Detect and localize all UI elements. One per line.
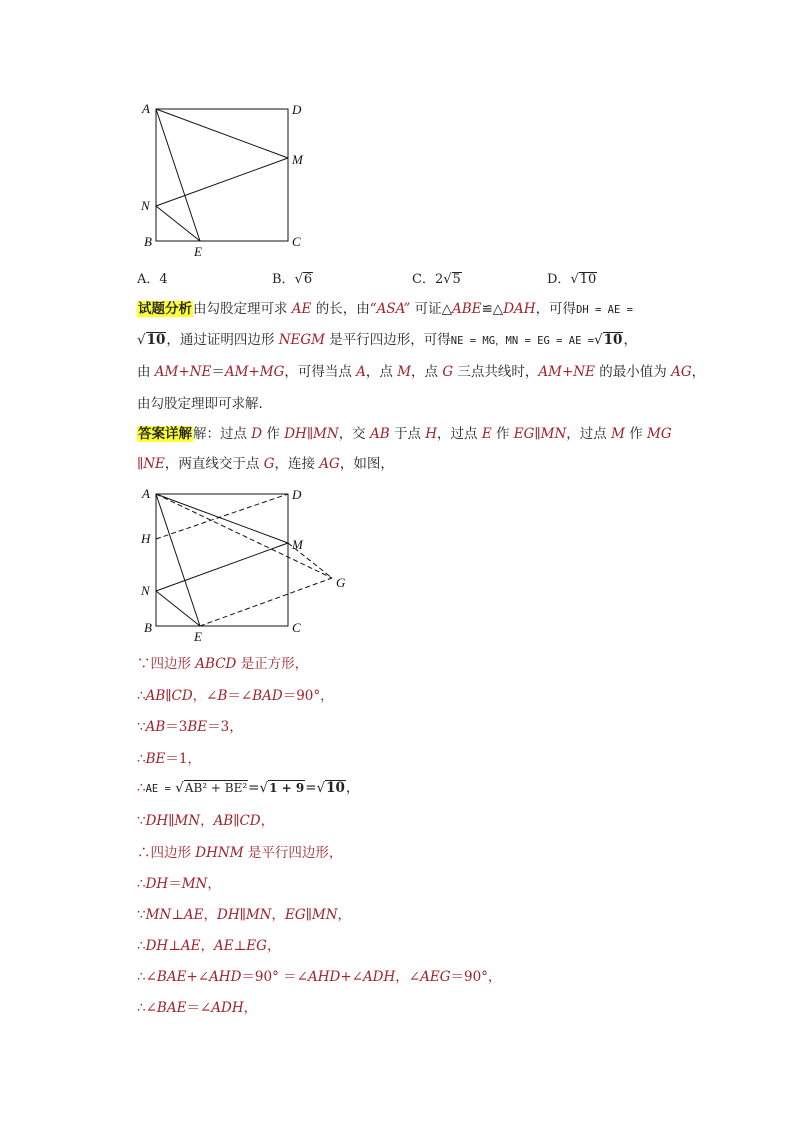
text: ， — [200, 813, 214, 829]
text: ＝3 — [165, 719, 188, 735]
text: ，点 — [411, 364, 443, 380]
sqrt-sign: √ — [294, 272, 303, 287]
text: ≌△ — [481, 301, 504, 317]
step-4 — [137, 749, 201, 769]
label-d: D — [292, 487, 302, 502]
step-1 — [137, 654, 308, 674]
text: ∴∠ — [137, 1000, 157, 1016]
text: AM+MG — [224, 364, 285, 380]
text: AM+NE — [538, 364, 595, 380]
text: DH⊥AE — [145, 938, 201, 954]
text: ，∠ — [395, 969, 421, 985]
label-n: N — [141, 198, 150, 213]
figure-2 — [130, 481, 360, 645]
text: ，可得 — [535, 301, 577, 317]
text: ∴四边形 — [137, 845, 196, 861]
text: ABCD — [195, 656, 237, 672]
text: ＝∠ — [227, 688, 253, 704]
segment-ag — [156, 494, 332, 578]
segment-am — [156, 109, 288, 158]
text: 于点 — [389, 426, 426, 442]
text: ∴ — [137, 688, 146, 704]
segment-ne — [156, 591, 200, 626]
segment-ae — [156, 109, 200, 241]
text: E — [481, 426, 492, 442]
text: AG — [671, 364, 692, 380]
text: ， — [243, 1000, 258, 1016]
text: ∵ — [137, 907, 146, 923]
text: AB∥CD — [213, 813, 261, 829]
text: ， — [260, 813, 275, 829]
text: ADH — [362, 969, 396, 985]
analysis-tag: 试题分析 — [138, 301, 192, 317]
step-3 — [137, 717, 243, 737]
text: ∵ — [137, 813, 146, 829]
text: MN — [181, 876, 208, 892]
step-5 — [137, 778, 359, 799]
text: “ASA” — [369, 301, 411, 317]
step-7 — [137, 843, 342, 863]
sqrt-sign: √ — [137, 332, 146, 348]
radicand: 1 + 9 — [269, 781, 305, 795]
text: DH∥MN — [217, 907, 272, 923]
text: AG — [319, 456, 340, 472]
text: +∠ — [340, 969, 363, 985]
analysis-line-2 — [137, 330, 637, 351]
text: 是平行四边形，可得 — [324, 332, 451, 348]
label-b: B — [144, 234, 152, 249]
text: ，连接 — [274, 456, 320, 472]
label-g: G — [336, 575, 346, 590]
option-c — [412, 268, 462, 287]
text: DH = AE = — [576, 304, 633, 316]
text: M — [397, 364, 412, 380]
text: ，两直线交于点 — [164, 456, 264, 472]
text: ∴ — [137, 780, 146, 796]
analysis-line-4: 由勾股定理即可求解． — [137, 396, 272, 412]
text: +∠ — [186, 969, 210, 985]
text: DHNM — [195, 845, 244, 861]
text: = — [248, 780, 260, 796]
text: MN⊥AE — [145, 907, 204, 923]
label-b: B — [144, 620, 152, 635]
segment-am — [156, 494, 288, 543]
text: ＝90°， — [282, 688, 334, 704]
text: ，过点 — [566, 426, 612, 442]
radicand: 10 — [603, 332, 623, 348]
option-b — [272, 268, 313, 287]
text: MG — [647, 426, 672, 442]
text: BAE — [156, 969, 187, 985]
text: ，过点 — [437, 426, 482, 442]
text: ， — [345, 780, 360, 796]
sqrt-sign: √ — [316, 780, 326, 796]
text: ∴ — [137, 751, 146, 767]
text: 由 — [137, 364, 155, 380]
text: 可证△ — [410, 301, 452, 317]
text: AE⊥EG — [214, 938, 267, 954]
text: AB — [145, 719, 166, 735]
text: ＝∠ — [186, 1000, 212, 1016]
option-c-prefix: C． — [412, 272, 435, 287]
analysis-line-3 — [137, 362, 705, 382]
text: AHD — [307, 969, 341, 985]
label-m: M — [292, 152, 303, 167]
text: ， — [200, 938, 214, 954]
text: AE = — [145, 783, 171, 795]
text: NE = MG，MN = EG = AE = — [450, 335, 595, 347]
text: EG∥MN — [285, 907, 338, 923]
text: D — [251, 426, 263, 442]
segment-hd — [156, 494, 288, 539]
text: ，交 — [338, 426, 370, 442]
text: EG∥MN — [513, 426, 567, 442]
text: BAD — [252, 688, 283, 704]
text: ＝ — [211, 364, 225, 380]
sqrt-sign: √ — [175, 780, 184, 796]
segment-nm — [156, 543, 288, 591]
label-c: C — [292, 234, 301, 249]
text: M — [611, 426, 625, 442]
label-a: A — [142, 101, 150, 116]
sqrt-sign: √ — [570, 272, 579, 287]
text: AB — [369, 426, 390, 442]
step-8 — [137, 874, 221, 894]
text: ＝1， — [165, 751, 201, 767]
segment-ne — [156, 206, 200, 241]
option-c-coef: 2 — [434, 272, 444, 287]
text: A — [356, 364, 366, 380]
label-d: D — [292, 102, 302, 117]
text: ∵四边形 — [137, 656, 196, 672]
text: ∴ — [137, 938, 146, 954]
option-c-radicand: 5 — [452, 272, 461, 287]
text: G — [263, 456, 275, 472]
segment-eg — [200, 578, 332, 626]
analysis-line-1 — [137, 299, 633, 320]
step-10 — [137, 936, 280, 956]
step-11 — [137, 967, 501, 987]
text: ＝90°， — [450, 969, 502, 985]
option-d — [547, 268, 597, 287]
text: ， — [691, 364, 706, 380]
text: B — [217, 688, 228, 704]
label-a: A — [142, 486, 150, 501]
text: ＝90° ＝∠ — [241, 969, 308, 985]
text: ， — [207, 876, 221, 892]
segment-ae — [156, 494, 200, 626]
answer-options — [137, 268, 637, 290]
radicand: AB² + BE² — [184, 781, 248, 795]
text: G — [442, 364, 454, 380]
figure-1 — [130, 96, 320, 262]
text: AEG — [420, 969, 451, 985]
option-a: A．4 — [137, 272, 168, 287]
text: DAH — [503, 301, 536, 317]
text: ∵ — [137, 719, 146, 735]
text: 作 — [262, 426, 285, 442]
text: ， — [271, 907, 285, 923]
label-m: M — [292, 537, 303, 552]
text: ，∠ — [192, 688, 218, 704]
text: 的最小值为 — [594, 364, 672, 380]
text: ，如图， — [339, 456, 394, 472]
label-n: N — [141, 583, 150, 598]
step-2 — [137, 686, 334, 706]
step-12 — [137, 998, 257, 1018]
text: AE — [291, 301, 312, 317]
text: ABE — [451, 301, 482, 317]
figure-2-svg — [130, 481, 360, 645]
text: ＝ — [168, 876, 182, 892]
text: DH — [145, 876, 169, 892]
text: AHD — [209, 969, 242, 985]
text: DH∥MN — [145, 813, 201, 829]
text: 作 — [624, 426, 648, 442]
label-h: H — [141, 531, 151, 546]
option-b-radicand: 6 — [303, 272, 313, 287]
text: 是平行四边形， — [243, 845, 343, 861]
text: DH∥MN — [284, 426, 339, 442]
text: = — [305, 780, 317, 796]
step-9 — [137, 905, 351, 925]
radicand: 10 — [326, 780, 345, 796]
text: H — [425, 426, 438, 442]
step-6 — [137, 811, 274, 831]
radicand: 10 — [146, 332, 166, 348]
sqrt-sign: √ — [443, 272, 452, 287]
sqrt-sign: √ — [259, 780, 269, 796]
text: 是正方形， — [236, 656, 309, 672]
text: BE — [187, 719, 208, 735]
option-d-radicand: 10 — [579, 272, 597, 287]
text: 作 — [491, 426, 514, 442]
text: ∴∠ — [137, 969, 157, 985]
segment-nm — [156, 158, 288, 206]
text: ，通过证明四边形 — [166, 332, 279, 348]
text: 解：过点 — [193, 426, 252, 442]
label-e: E — [194, 629, 202, 644]
text: ADH — [211, 1000, 244, 1016]
text: ，点 — [365, 364, 398, 380]
figure-1-svg — [130, 96, 320, 262]
option-b-prefix: B． — [272, 272, 295, 287]
text: 由勾股定理可求 — [193, 301, 292, 317]
text: ∥NE — [137, 456, 165, 472]
text: 的长，由 — [311, 301, 370, 317]
text: NEGM — [278, 332, 325, 348]
text: ， — [203, 907, 218, 923]
answer-line-2 — [137, 454, 394, 474]
text: ＝3， — [207, 719, 243, 735]
sqrt-sign: √ — [594, 332, 603, 348]
answer-line-1 — [137, 424, 672, 444]
text: BE — [145, 751, 166, 767]
text: ， — [266, 938, 281, 954]
text: 三点共线时， — [453, 364, 539, 380]
label-e: E — [194, 244, 202, 259]
label-c: C — [292, 620, 301, 635]
text: ， — [623, 332, 637, 348]
option-d-prefix: D． — [547, 272, 571, 287]
text: ， — [337, 907, 352, 923]
text: AB∥CD — [145, 688, 193, 704]
text: ，可得当点 — [284, 364, 357, 380]
answer-tag: 答案详解 — [138, 426, 192, 442]
text: AM+NE — [154, 364, 212, 380]
text: BAE — [156, 1000, 187, 1016]
text: ∴ — [137, 876, 146, 892]
